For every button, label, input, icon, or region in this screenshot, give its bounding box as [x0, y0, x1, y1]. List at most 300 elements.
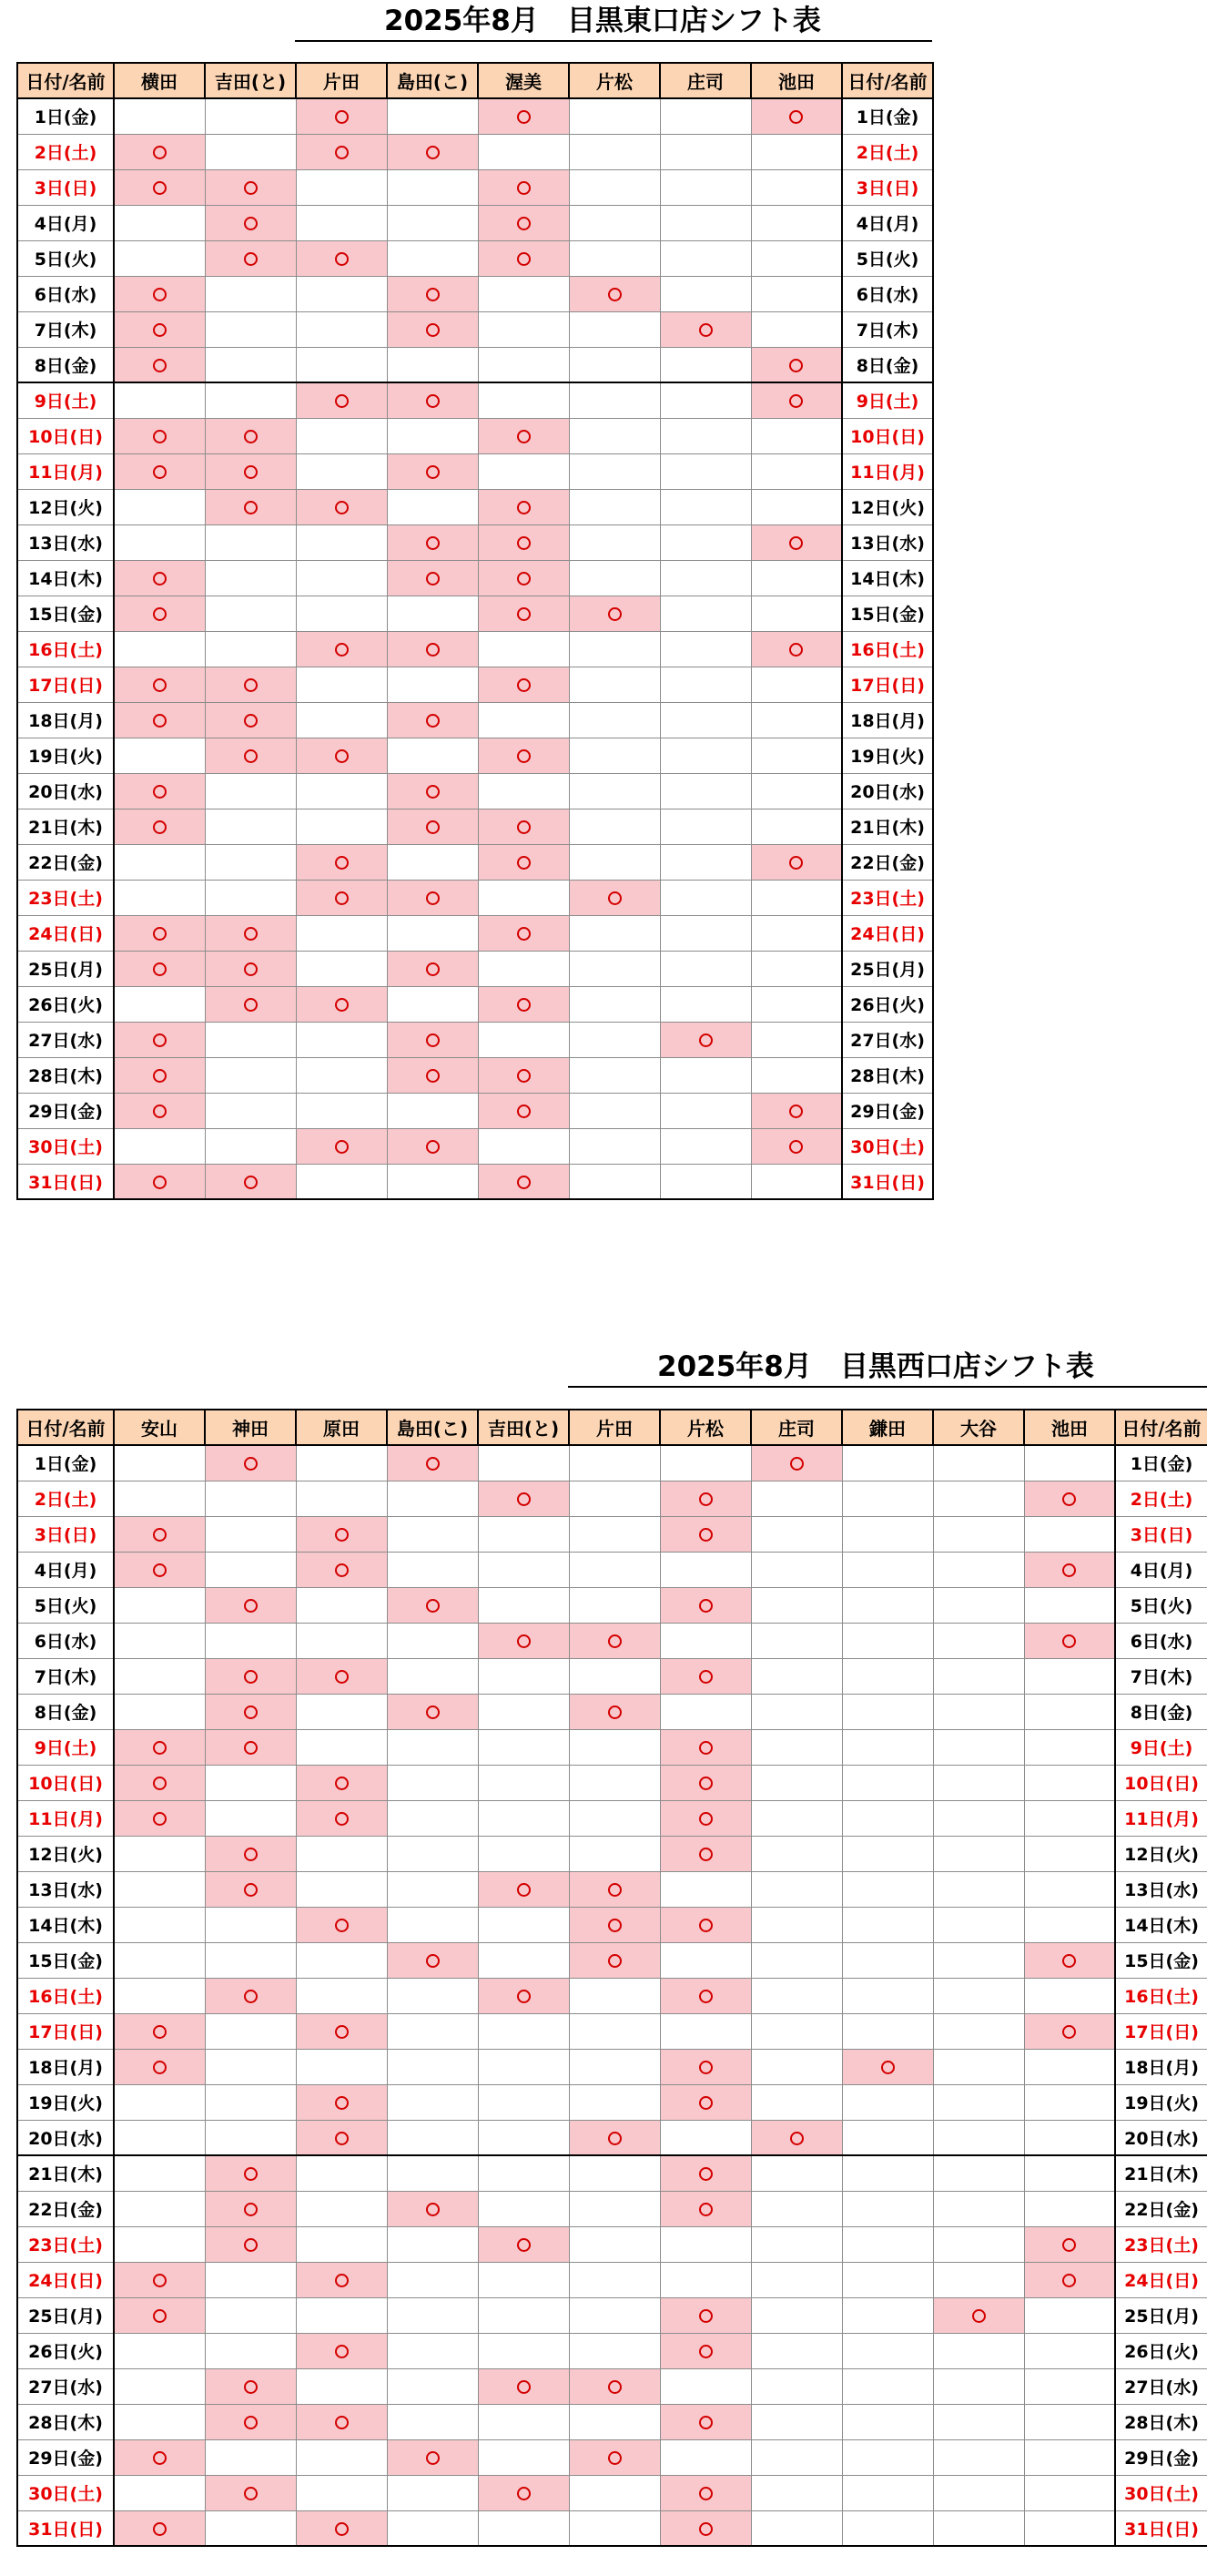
- shift-cell[interactable]: [751, 880, 842, 915]
- shift-cell[interactable]: [296, 560, 387, 596]
- shift-cell[interactable]: [205, 2368, 296, 2404]
- shift-cell[interactable]: [478, 489, 569, 524]
- shift-cell[interactable]: [660, 418, 751, 453]
- shift-cell[interactable]: [569, 2404, 660, 2439]
- shift-cell[interactable]: [478, 1552, 569, 1587]
- shift-cell[interactable]: [387, 1658, 478, 1694]
- shift-cell[interactable]: [1024, 2262, 1115, 2297]
- shift-cell[interactable]: [205, 1128, 296, 1164]
- shift-cell[interactable]: [660, 2439, 751, 2475]
- shift-cell[interactable]: [478, 702, 569, 738]
- shift-cell[interactable]: [296, 2155, 387, 2191]
- shift-cell[interactable]: [387, 2049, 478, 2084]
- shift-cell[interactable]: [205, 1658, 296, 1694]
- shift-cell[interactable]: [205, 418, 296, 453]
- shift-cell[interactable]: [387, 2191, 478, 2226]
- shift-cell[interactable]: [569, 702, 660, 738]
- shift-cell[interactable]: [114, 453, 205, 489]
- shift-cell[interactable]: [478, 2368, 569, 2404]
- shift-cell[interactable]: [114, 418, 205, 453]
- shift-cell[interactable]: [933, 2013, 1024, 2049]
- shift-cell[interactable]: [296, 880, 387, 915]
- shift-cell[interactable]: [296, 1093, 387, 1128]
- shift-cell[interactable]: [751, 809, 842, 844]
- shift-cell[interactable]: [478, 1765, 569, 1800]
- shift-cell[interactable]: [478, 1093, 569, 1128]
- shift-cell[interactable]: [296, 2262, 387, 2297]
- shift-cell[interactable]: [751, 2084, 842, 2120]
- shift-cell[interactable]: [751, 1057, 842, 1093]
- shift-cell[interactable]: [660, 1552, 751, 1587]
- shift-cell[interactable]: [660, 134, 751, 169]
- shift-cell[interactable]: [1024, 2297, 1115, 2333]
- shift-cell[interactable]: [751, 2155, 842, 2191]
- shift-cell[interactable]: [569, 418, 660, 453]
- shift-cell[interactable]: [114, 2155, 205, 2191]
- shift-cell[interactable]: [569, 844, 660, 880]
- shift-cell[interactable]: [114, 1694, 205, 1729]
- shift-cell[interactable]: [205, 1978, 296, 2013]
- shift-cell[interactable]: [296, 844, 387, 880]
- shift-cell[interactable]: [1024, 2084, 1115, 2120]
- shift-cell[interactable]: [751, 631, 842, 667]
- shift-cell[interactable]: [205, 1729, 296, 1765]
- shift-cell[interactable]: [114, 1587, 205, 1623]
- shift-cell[interactable]: [114, 98, 205, 134]
- shift-cell[interactable]: [569, 2333, 660, 2368]
- shift-cell[interactable]: [660, 880, 751, 915]
- shift-cell[interactable]: [842, 2013, 933, 2049]
- shift-cell[interactable]: [842, 1765, 933, 1800]
- shift-cell[interactable]: [933, 2404, 1024, 2439]
- shift-cell[interactable]: [660, 986, 751, 1022]
- shift-cell[interactable]: [387, 489, 478, 524]
- shift-cell[interactable]: [296, 453, 387, 489]
- shift-cell[interactable]: [1024, 1942, 1115, 1978]
- shift-cell[interactable]: [387, 1694, 478, 1729]
- shift-cell[interactable]: [478, 1481, 569, 1516]
- shift-cell[interactable]: [751, 169, 842, 205]
- shift-cell[interactable]: [387, 809, 478, 844]
- shift-cell[interactable]: [751, 702, 842, 738]
- shift-cell[interactable]: [660, 1445, 751, 1481]
- shift-cell[interactable]: [296, 2084, 387, 2120]
- shift-cell[interactable]: [933, 2155, 1024, 2191]
- shift-cell[interactable]: [478, 631, 569, 667]
- shift-cell[interactable]: [933, 1481, 1024, 1516]
- shift-cell[interactable]: [205, 560, 296, 596]
- shift-cell[interactable]: [387, 986, 478, 1022]
- shift-cell[interactable]: [1024, 2049, 1115, 2084]
- shift-cell[interactable]: [933, 1942, 1024, 1978]
- shift-cell[interactable]: [569, 560, 660, 596]
- shift-cell[interactable]: [660, 276, 751, 311]
- shift-cell[interactable]: [842, 2120, 933, 2155]
- shift-cell[interactable]: [478, 382, 569, 418]
- shift-cell[interactable]: [660, 2155, 751, 2191]
- shift-cell[interactable]: [387, 1978, 478, 2013]
- shift-cell[interactable]: [205, 169, 296, 205]
- shift-cell[interactable]: [296, 382, 387, 418]
- shift-cell[interactable]: [751, 1800, 842, 1836]
- shift-cell[interactable]: [387, 2262, 478, 2297]
- shift-cell[interactable]: [933, 1978, 1024, 2013]
- shift-cell[interactable]: [205, 98, 296, 134]
- shift-cell[interactable]: [114, 2262, 205, 2297]
- shift-cell[interactable]: [478, 738, 569, 773]
- shift-cell[interactable]: [114, 382, 205, 418]
- shift-cell[interactable]: [1024, 2155, 1115, 2191]
- shift-cell[interactable]: [1024, 1978, 1115, 2013]
- shift-cell[interactable]: [387, 667, 478, 702]
- shift-cell[interactable]: [296, 489, 387, 524]
- shift-cell[interactable]: [751, 560, 842, 596]
- shift-cell[interactable]: [933, 2297, 1024, 2333]
- shift-cell[interactable]: [114, 1765, 205, 1800]
- shift-cell[interactable]: [387, 596, 478, 631]
- shift-cell[interactable]: [660, 1481, 751, 1516]
- shift-cell[interactable]: [114, 1093, 205, 1128]
- shift-cell[interactable]: [1024, 2439, 1115, 2475]
- shift-cell[interactable]: [478, 986, 569, 1022]
- shift-cell[interactable]: [569, 2013, 660, 2049]
- shift-cell[interactable]: [660, 2404, 751, 2439]
- shift-cell[interactable]: [296, 2333, 387, 2368]
- shift-cell[interactable]: [751, 844, 842, 880]
- shift-cell[interactable]: [1024, 1907, 1115, 1942]
- shift-cell[interactable]: [478, 1445, 569, 1481]
- shift-cell[interactable]: [387, 2404, 478, 2439]
- shift-cell[interactable]: [296, 524, 387, 560]
- shift-cell[interactable]: [205, 1694, 296, 1729]
- shift-cell[interactable]: [842, 1978, 933, 2013]
- shift-cell[interactable]: [751, 2262, 842, 2297]
- shift-cell[interactable]: [933, 1587, 1024, 1623]
- shift-cell[interactable]: [660, 1694, 751, 1729]
- shift-cell[interactable]: [842, 2333, 933, 2368]
- shift-cell[interactable]: [478, 1978, 569, 2013]
- shift-cell[interactable]: [478, 951, 569, 986]
- shift-cell[interactable]: [387, 134, 478, 169]
- shift-cell[interactable]: [660, 489, 751, 524]
- shift-cell[interactable]: [387, 1587, 478, 1623]
- shift-cell[interactable]: [296, 2404, 387, 2439]
- shift-cell[interactable]: [751, 1907, 842, 1942]
- shift-cell[interactable]: [205, 951, 296, 986]
- shift-cell[interactable]: [296, 1729, 387, 1765]
- shift-cell[interactable]: [478, 2226, 569, 2262]
- shift-cell[interactable]: [205, 489, 296, 524]
- shift-cell[interactable]: [751, 1022, 842, 1057]
- shift-cell[interactable]: [205, 2439, 296, 2475]
- shift-cell[interactable]: [387, 1093, 478, 1128]
- shift-cell[interactable]: [751, 1942, 842, 1978]
- shift-cell[interactable]: [751, 986, 842, 1022]
- shift-cell[interactable]: [205, 347, 296, 382]
- shift-cell[interactable]: [296, 1445, 387, 1481]
- shift-cell[interactable]: [842, 2439, 933, 2475]
- shift-cell[interactable]: [387, 2333, 478, 2368]
- shift-cell[interactable]: [842, 1445, 933, 1481]
- shift-cell[interactable]: [751, 524, 842, 560]
- shift-cell[interactable]: [569, 311, 660, 347]
- shift-cell[interactable]: [478, 311, 569, 347]
- shift-cell[interactable]: [751, 2120, 842, 2155]
- shift-cell[interactable]: [660, 560, 751, 596]
- shift-cell[interactable]: [114, 2084, 205, 2120]
- shift-cell[interactable]: [842, 2049, 933, 2084]
- shift-cell[interactable]: [569, 1516, 660, 1552]
- shift-cell[interactable]: [660, 773, 751, 809]
- shift-cell[interactable]: [751, 1658, 842, 1694]
- shift-cell[interactable]: [660, 667, 751, 702]
- shift-cell[interactable]: [933, 2120, 1024, 2155]
- shift-cell[interactable]: [933, 1694, 1024, 1729]
- shift-cell[interactable]: [296, 169, 387, 205]
- shift-cell[interactable]: [569, 1481, 660, 1516]
- shift-cell[interactable]: [114, 880, 205, 915]
- shift-cell[interactable]: [387, 311, 478, 347]
- shift-cell[interactable]: [478, 1907, 569, 1942]
- shift-cell[interactable]: [751, 1729, 842, 1765]
- shift-cell[interactable]: [114, 1800, 205, 1836]
- shift-cell[interactable]: [387, 524, 478, 560]
- shift-cell[interactable]: [660, 2084, 751, 2120]
- shift-cell[interactable]: [387, 276, 478, 311]
- shift-cell[interactable]: [114, 347, 205, 382]
- shift-cell[interactable]: [114, 2439, 205, 2475]
- shift-cell[interactable]: [296, 240, 387, 276]
- shift-cell[interactable]: [478, 1022, 569, 1057]
- shift-cell[interactable]: [478, 1587, 569, 1623]
- shift-cell[interactable]: [569, 347, 660, 382]
- shift-cell[interactable]: [387, 1623, 478, 1658]
- shift-cell[interactable]: [660, 1658, 751, 1694]
- shift-cell[interactable]: [387, 1871, 478, 1907]
- shift-cell[interactable]: [296, 2191, 387, 2226]
- shift-cell[interactable]: [1024, 1516, 1115, 1552]
- shift-cell[interactable]: [660, 1093, 751, 1128]
- shift-cell[interactable]: [751, 1093, 842, 1128]
- shift-cell[interactable]: [660, 631, 751, 667]
- shift-cell[interactable]: [842, 1552, 933, 1587]
- shift-cell[interactable]: [751, 1164, 842, 1199]
- shift-cell[interactable]: [569, 1942, 660, 1978]
- shift-cell[interactable]: [751, 2226, 842, 2262]
- shift-cell[interactable]: [842, 2084, 933, 2120]
- shift-cell[interactable]: [387, 1729, 478, 1765]
- shift-cell[interactable]: [933, 2226, 1024, 2262]
- shift-cell[interactable]: [478, 1057, 569, 1093]
- shift-cell[interactable]: [751, 1765, 842, 1800]
- shift-cell[interactable]: [296, 98, 387, 134]
- shift-cell[interactable]: [205, 205, 296, 240]
- shift-cell[interactable]: [114, 631, 205, 667]
- shift-cell[interactable]: [387, 2297, 478, 2333]
- shift-cell[interactable]: [387, 915, 478, 951]
- shift-cell[interactable]: [478, 596, 569, 631]
- shift-cell[interactable]: [296, 596, 387, 631]
- shift-cell[interactable]: [751, 1516, 842, 1552]
- shift-cell[interactable]: [660, 347, 751, 382]
- shift-cell[interactable]: [478, 2155, 569, 2191]
- shift-cell[interactable]: [842, 2368, 933, 2404]
- shift-cell[interactable]: [751, 1623, 842, 1658]
- shift-cell[interactable]: [660, 1836, 751, 1871]
- shift-cell[interactable]: [660, 738, 751, 773]
- shift-cell[interactable]: [569, 205, 660, 240]
- shift-cell[interactable]: [478, 1164, 569, 1199]
- shift-cell[interactable]: [387, 418, 478, 453]
- shift-cell[interactable]: [387, 1765, 478, 1800]
- shift-cell[interactable]: [478, 2120, 569, 2155]
- shift-cell[interactable]: [205, 1022, 296, 1057]
- shift-cell[interactable]: [933, 2084, 1024, 2120]
- shift-cell[interactable]: [114, 2475, 205, 2510]
- shift-cell[interactable]: [842, 2191, 933, 2226]
- shift-cell[interactable]: [1024, 2404, 1115, 2439]
- shift-cell[interactable]: [569, 453, 660, 489]
- shift-cell[interactable]: [114, 2191, 205, 2226]
- shift-cell[interactable]: [1024, 1623, 1115, 1658]
- shift-cell[interactable]: [387, 1481, 478, 1516]
- shift-cell[interactable]: [205, 240, 296, 276]
- shift-cell[interactable]: [569, 98, 660, 134]
- shift-cell[interactable]: [387, 347, 478, 382]
- shift-cell[interactable]: [205, 1445, 296, 1481]
- shift-cell[interactable]: [114, 134, 205, 169]
- shift-cell[interactable]: [296, 205, 387, 240]
- shift-cell[interactable]: [478, 2297, 569, 2333]
- shift-cell[interactable]: [933, 1765, 1024, 1800]
- shift-cell[interactable]: [478, 2262, 569, 2297]
- shift-cell[interactable]: [569, 1978, 660, 2013]
- shift-cell[interactable]: [205, 2191, 296, 2226]
- shift-cell[interactable]: [205, 702, 296, 738]
- shift-cell[interactable]: [842, 1800, 933, 1836]
- shift-cell[interactable]: [114, 489, 205, 524]
- shift-cell[interactable]: [387, 2475, 478, 2510]
- shift-cell[interactable]: [296, 2510, 387, 2546]
- shift-cell[interactable]: [296, 951, 387, 986]
- shift-cell[interactable]: [1024, 2368, 1115, 2404]
- shift-cell[interactable]: [569, 1871, 660, 1907]
- shift-cell[interactable]: [387, 1057, 478, 1093]
- shift-cell[interactable]: [296, 2049, 387, 2084]
- shift-cell[interactable]: [296, 702, 387, 738]
- shift-cell[interactable]: [751, 311, 842, 347]
- shift-cell[interactable]: [1024, 1445, 1115, 1481]
- shift-cell[interactable]: [296, 276, 387, 311]
- shift-cell[interactable]: [296, 667, 387, 702]
- shift-cell[interactable]: [387, 880, 478, 915]
- shift-cell[interactable]: [751, 596, 842, 631]
- shift-cell[interactable]: [1024, 2475, 1115, 2510]
- shift-cell[interactable]: [205, 1516, 296, 1552]
- shift-cell[interactable]: [842, 2226, 933, 2262]
- shift-cell[interactable]: [751, 98, 842, 134]
- shift-cell[interactable]: [205, 1093, 296, 1128]
- shift-cell[interactable]: [205, 2404, 296, 2439]
- shift-cell[interactable]: [114, 1516, 205, 1552]
- shift-cell[interactable]: [569, 2226, 660, 2262]
- shift-cell[interactable]: [842, 1729, 933, 1765]
- shift-cell[interactable]: [205, 524, 296, 560]
- shift-cell[interactable]: [296, 418, 387, 453]
- shift-cell[interactable]: [569, 631, 660, 667]
- shift-cell[interactable]: [569, 880, 660, 915]
- shift-cell[interactable]: [387, 773, 478, 809]
- shift-cell[interactable]: [933, 2368, 1024, 2404]
- shift-cell[interactable]: [205, 1164, 296, 1199]
- shift-cell[interactable]: [114, 560, 205, 596]
- shift-cell[interactable]: [569, 134, 660, 169]
- shift-cell[interactable]: [205, 2084, 296, 2120]
- shift-cell[interactable]: [296, 809, 387, 844]
- shift-cell[interactable]: [842, 2510, 933, 2546]
- shift-cell[interactable]: [205, 1765, 296, 1800]
- shift-cell[interactable]: [296, 773, 387, 809]
- shift-cell[interactable]: [1024, 2333, 1115, 2368]
- shift-cell[interactable]: [1024, 2013, 1115, 2049]
- shift-cell[interactable]: [569, 1057, 660, 1093]
- shift-cell[interactable]: [387, 1022, 478, 1057]
- shift-cell[interactable]: [387, 453, 478, 489]
- shift-cell[interactable]: [296, 2297, 387, 2333]
- shift-cell[interactable]: [114, 986, 205, 1022]
- shift-cell[interactable]: [205, 2297, 296, 2333]
- shift-cell[interactable]: [478, 524, 569, 560]
- shift-cell[interactable]: [205, 2120, 296, 2155]
- shift-cell[interactable]: [114, 738, 205, 773]
- shift-cell[interactable]: [751, 489, 842, 524]
- shift-cell[interactable]: [933, 1836, 1024, 1871]
- shift-cell[interactable]: [660, 1871, 751, 1907]
- shift-cell[interactable]: [660, 2333, 751, 2368]
- shift-cell[interactable]: [114, 1022, 205, 1057]
- shift-cell[interactable]: [660, 169, 751, 205]
- shift-cell[interactable]: [114, 2297, 205, 2333]
- shift-cell[interactable]: [660, 1164, 751, 1199]
- shift-cell[interactable]: [478, 2333, 569, 2368]
- shift-cell[interactable]: [569, 596, 660, 631]
- shift-cell[interactable]: [751, 667, 842, 702]
- shift-cell[interactable]: [205, 2049, 296, 2084]
- shift-cell[interactable]: [569, 524, 660, 560]
- shift-cell[interactable]: [842, 1907, 933, 1942]
- shift-cell[interactable]: [387, 2439, 478, 2475]
- shift-cell[interactable]: [478, 2084, 569, 2120]
- shift-cell[interactable]: [296, 1128, 387, 1164]
- shift-cell[interactable]: [387, 2368, 478, 2404]
- shift-cell[interactable]: [387, 2226, 478, 2262]
- shift-cell[interactable]: [660, 1057, 751, 1093]
- shift-cell[interactable]: [569, 2368, 660, 2404]
- shift-cell[interactable]: [114, 2226, 205, 2262]
- shift-cell[interactable]: [205, 1871, 296, 1907]
- shift-cell[interactable]: [842, 1694, 933, 1729]
- shift-cell[interactable]: [478, 347, 569, 382]
- shift-cell[interactable]: [660, 1022, 751, 1057]
- shift-cell[interactable]: [478, 1623, 569, 1658]
- shift-cell[interactable]: [660, 311, 751, 347]
- shift-cell[interactable]: [296, 1836, 387, 1871]
- shift-cell[interactable]: [296, 1516, 387, 1552]
- shift-cell[interactable]: [205, 453, 296, 489]
- shift-cell[interactable]: [751, 1836, 842, 1871]
- shift-cell[interactable]: [660, 453, 751, 489]
- shift-cell[interactable]: [569, 1765, 660, 1800]
